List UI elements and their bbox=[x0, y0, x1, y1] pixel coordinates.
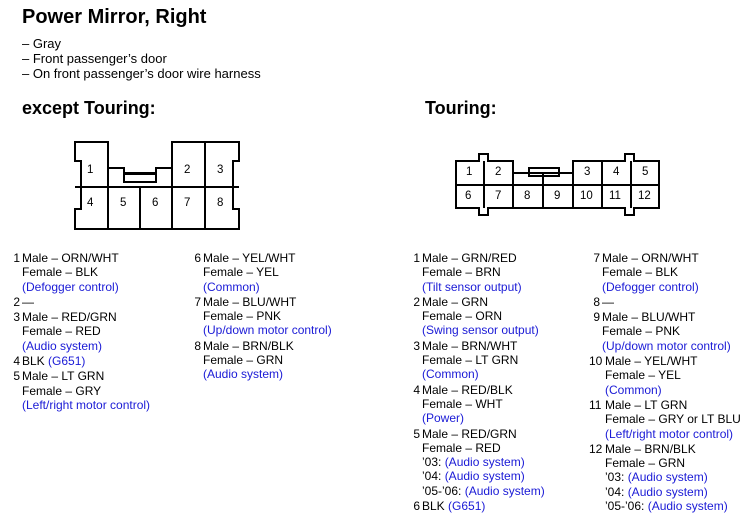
pin-wire: Female – RED bbox=[22, 324, 101, 339]
pin-label: 2 bbox=[495, 166, 502, 178]
pin-label: 12 bbox=[638, 190, 651, 202]
pin-line bbox=[422, 484, 579, 498]
pin-line bbox=[422, 280, 579, 294]
pin-wire: Male – BLU/WHT bbox=[203, 294, 297, 309]
pin-entry bbox=[589, 310, 747, 353]
pin-wire: Female – GRY bbox=[22, 383, 102, 398]
right-connector-diagram bbox=[455, 153, 663, 221]
pin-function: (Audio system) bbox=[444, 455, 525, 470]
pin-wire: Male – ORN/WHT bbox=[602, 251, 699, 265]
pin-entry bbox=[589, 251, 747, 294]
description-line: – Front passenger’s door bbox=[22, 51, 167, 66]
pin-entry bbox=[190, 295, 370, 338]
description-line: – Gray bbox=[22, 36, 62, 51]
pin-label: 9 bbox=[554, 190, 561, 202]
pin-line bbox=[422, 441, 579, 455]
pin-function: (Defogger control) bbox=[602, 279, 699, 294]
right-heading: Touring: bbox=[425, 98, 497, 118]
pin-line bbox=[203, 251, 370, 265]
pin-line bbox=[602, 295, 747, 309]
pin-label: 7 bbox=[184, 197, 191, 209]
pin-function: (Up/down motor control) bbox=[602, 338, 731, 353]
pin-function: (Swing sensor output) bbox=[422, 323, 539, 338]
pin-entry bbox=[190, 251, 370, 294]
pin-label: 3 bbox=[584, 166, 591, 178]
page-title: Power Mirror, Right bbox=[22, 6, 207, 28]
pin-line bbox=[22, 384, 184, 398]
pin-line bbox=[605, 427, 747, 441]
pin-line bbox=[422, 427, 579, 441]
pin-label: 10 bbox=[580, 190, 593, 202]
pin-line bbox=[605, 442, 747, 456]
pin-line bbox=[605, 499, 747, 513]
pin-number: 3 bbox=[13, 310, 20, 325]
pin-wire: Male – GRN/RED bbox=[422, 251, 517, 265]
pin-number: 2 bbox=[13, 294, 20, 309]
pin-line bbox=[203, 280, 370, 294]
pin-line bbox=[203, 367, 370, 381]
left-pin-list-2 bbox=[190, 251, 370, 383]
pin-label: 1 bbox=[466, 166, 473, 178]
pin-line bbox=[22, 369, 184, 383]
pin-line bbox=[602, 310, 747, 324]
pin-function: (G651) bbox=[48, 354, 86, 369]
pin-wire: — bbox=[602, 294, 614, 309]
pin-entry bbox=[589, 442, 747, 513]
pin-wire: Male – BRN/BLK bbox=[605, 441, 696, 456]
pin-wire: Female – BLK bbox=[22, 265, 99, 280]
pin-number: 6 bbox=[413, 499, 420, 514]
pin-line bbox=[203, 353, 370, 367]
pin-entry bbox=[9, 295, 184, 309]
pin-wire: Female – BLK bbox=[602, 265, 679, 280]
pin-function: (Defogger control) bbox=[22, 279, 119, 294]
pin-number: 1 bbox=[13, 251, 20, 265]
pin-line bbox=[203, 339, 370, 353]
left-heading: except Touring: bbox=[22, 98, 156, 118]
pin-line bbox=[605, 383, 747, 397]
pin-entry bbox=[9, 251, 184, 294]
pin-function: (Audio system) bbox=[203, 367, 284, 382]
pin-line bbox=[422, 265, 579, 279]
pin-number: 7 bbox=[194, 294, 201, 309]
pin-label: 3 bbox=[217, 164, 224, 176]
pin-line bbox=[605, 398, 747, 412]
pin-function: (Common) bbox=[422, 367, 479, 382]
pin-line bbox=[602, 251, 747, 265]
pin-wire: ’04: bbox=[422, 469, 445, 484]
pin-entry bbox=[409, 427, 579, 498]
pin-wire: BLK bbox=[22, 354, 49, 369]
pin-label: 8 bbox=[217, 197, 224, 209]
pin-line bbox=[602, 265, 747, 279]
pin-number: 11 bbox=[589, 397, 602, 412]
pin-function: (Audio system) bbox=[627, 484, 708, 499]
left-pin-list-1 bbox=[9, 251, 184, 413]
pin-wire: BLK bbox=[422, 499, 449, 514]
pin-number: 8 bbox=[194, 338, 201, 353]
pin-line bbox=[605, 485, 747, 499]
pin-entry bbox=[589, 354, 747, 397]
pin-line bbox=[22, 354, 184, 368]
pin-wire: Female – ORN bbox=[422, 309, 503, 324]
pin-wire: Female – YEL bbox=[203, 265, 279, 280]
pin-label: 6 bbox=[152, 197, 159, 209]
pin-line bbox=[605, 368, 747, 382]
pin-line bbox=[22, 339, 184, 353]
pin-label: 11 bbox=[609, 190, 621, 202]
pin-entry bbox=[9, 369, 184, 412]
pin-number: 5 bbox=[13, 369, 20, 384]
pin-function: (Tilt sensor output) bbox=[422, 279, 522, 294]
pin-entry bbox=[9, 310, 184, 353]
pin-number: 2 bbox=[413, 294, 420, 309]
pin-wire: Male – RED/BLK bbox=[422, 382, 513, 397]
pin-line bbox=[203, 309, 370, 323]
pin-line bbox=[422, 309, 579, 323]
pin-function: (Audio system) bbox=[444, 469, 525, 484]
pin-number: 12 bbox=[589, 441, 603, 456]
pin-wire: ’05-’06: bbox=[605, 499, 648, 514]
pin-label: 5 bbox=[642, 166, 649, 178]
pin-wire: Female – GRY or LT BLU bbox=[605, 412, 741, 427]
pin-label: 1 bbox=[87, 164, 94, 176]
description-line: – On front passenger’s door wire harness bbox=[22, 66, 261, 81]
pin-function: (Left/right motor control) bbox=[605, 426, 734, 441]
pin-number: 6 bbox=[194, 251, 201, 265]
pin-number: 3 bbox=[413, 338, 420, 353]
pin-line bbox=[602, 324, 747, 338]
pin-wire: Male – BRN/BLK bbox=[203, 338, 294, 353]
pin-wire: Male – RED/GRN bbox=[22, 310, 117, 325]
pin-line bbox=[22, 398, 184, 412]
pin-line bbox=[605, 354, 747, 368]
pin-function: (Left/right motor control) bbox=[22, 397, 151, 412]
pin-line bbox=[22, 251, 184, 265]
pin-number: 7 bbox=[593, 251, 600, 265]
pin-line bbox=[605, 412, 747, 426]
pin-number: 10 bbox=[589, 354, 603, 369]
pin-wire: Male – ORN/WHT bbox=[22, 251, 119, 265]
pin-function: (Common) bbox=[605, 382, 662, 397]
pin-function: (G651) bbox=[448, 499, 486, 514]
pin-line bbox=[602, 339, 747, 353]
pin-entry bbox=[589, 398, 747, 441]
pin-function: (Audio system) bbox=[647, 499, 728, 514]
pin-wire: Male – BLU/WHT bbox=[602, 310, 696, 325]
pin-entry bbox=[409, 383, 579, 426]
pin-line bbox=[22, 324, 184, 338]
pin-function: (Audio system) bbox=[22, 338, 103, 353]
pin-label: 4 bbox=[87, 197, 94, 209]
pin-label: 8 bbox=[524, 190, 531, 202]
pin-wire: Male – RED/GRN bbox=[422, 426, 517, 441]
pin-number: 8 bbox=[593, 294, 600, 309]
pin-line bbox=[203, 265, 370, 279]
pin-function: (Power) bbox=[422, 411, 465, 426]
pin-wire: Male – LT GRN bbox=[605, 397, 688, 412]
pin-line bbox=[605, 456, 747, 470]
right-pin-list-1 bbox=[409, 251, 579, 514]
pin-wire: Female – GRN bbox=[203, 353, 284, 368]
pin-wire: ’05-’06: bbox=[422, 483, 465, 498]
pin-entry bbox=[589, 295, 747, 309]
pin-entry bbox=[409, 499, 579, 513]
pin-wire: Female – PNK bbox=[203, 309, 282, 324]
pin-wire: ’03: bbox=[422, 455, 445, 470]
pin-line bbox=[22, 280, 184, 294]
pin-wire: ’03: bbox=[605, 470, 628, 485]
pin-line bbox=[203, 295, 370, 309]
pin-line bbox=[422, 323, 579, 337]
pin-function: (Audio system) bbox=[464, 483, 545, 498]
pin-number: 4 bbox=[413, 382, 420, 397]
pin-label: 4 bbox=[613, 166, 620, 178]
left-connector-diagram bbox=[74, 141, 240, 236]
pin-line bbox=[422, 455, 579, 469]
pin-line bbox=[422, 367, 579, 381]
pin-wire: Male – LT GRN bbox=[22, 369, 105, 384]
pin-line bbox=[22, 295, 184, 309]
pin-function: (Audio system) bbox=[627, 470, 708, 485]
pin-entry bbox=[409, 251, 579, 294]
pin-line bbox=[422, 383, 579, 397]
pin-line bbox=[422, 397, 579, 411]
pin-label: 5 bbox=[120, 197, 127, 209]
pin-wire: Female – RED bbox=[422, 440, 501, 455]
pin-wire: Male – YEL/WHT bbox=[605, 354, 698, 369]
pin-function: (Common) bbox=[203, 279, 260, 294]
pin-line bbox=[422, 499, 579, 513]
pin-line bbox=[22, 265, 184, 279]
pin-line bbox=[602, 280, 747, 294]
pin-label: 2 bbox=[184, 164, 191, 176]
pin-line bbox=[422, 339, 579, 353]
right-pin-list-2 bbox=[589, 251, 747, 514]
pin-label: 6 bbox=[465, 190, 472, 202]
pin-wire: Female – LT GRN bbox=[422, 353, 519, 368]
pin-entry bbox=[409, 295, 579, 338]
pin-wire: Male – BRN/WHT bbox=[422, 338, 518, 353]
pin-wire: Female – PNK bbox=[602, 324, 681, 339]
pin-wire: Male – GRN bbox=[422, 294, 489, 309]
pin-wire: ’04: bbox=[605, 484, 628, 499]
pin-entry bbox=[190, 339, 370, 382]
pin-line bbox=[422, 295, 579, 309]
pin-line bbox=[422, 411, 579, 425]
pin-line bbox=[22, 310, 184, 324]
pin-number: 9 bbox=[593, 310, 600, 325]
pin-entry bbox=[9, 354, 184, 368]
pin-function: (Up/down motor control) bbox=[203, 323, 332, 338]
pin-line bbox=[605, 470, 747, 484]
pin-number: 5 bbox=[413, 426, 420, 441]
pin-line bbox=[422, 469, 579, 483]
pin-label: 7 bbox=[495, 190, 502, 202]
pin-wire: Male – YEL/WHT bbox=[203, 251, 296, 265]
pin-number: 1 bbox=[413, 251, 420, 265]
pin-wire: Female – BRN bbox=[422, 265, 501, 280]
pin-entry bbox=[409, 339, 579, 382]
pin-wire: Female – WHT bbox=[422, 396, 503, 411]
pin-line bbox=[422, 353, 579, 367]
pin-number: 4 bbox=[13, 354, 20, 369]
pin-wire: Female – YEL bbox=[605, 368, 681, 383]
pin-line bbox=[422, 251, 579, 265]
pin-wire: — bbox=[22, 294, 34, 309]
pin-wire: Female – GRN bbox=[605, 456, 686, 471]
pin-line bbox=[203, 323, 370, 337]
